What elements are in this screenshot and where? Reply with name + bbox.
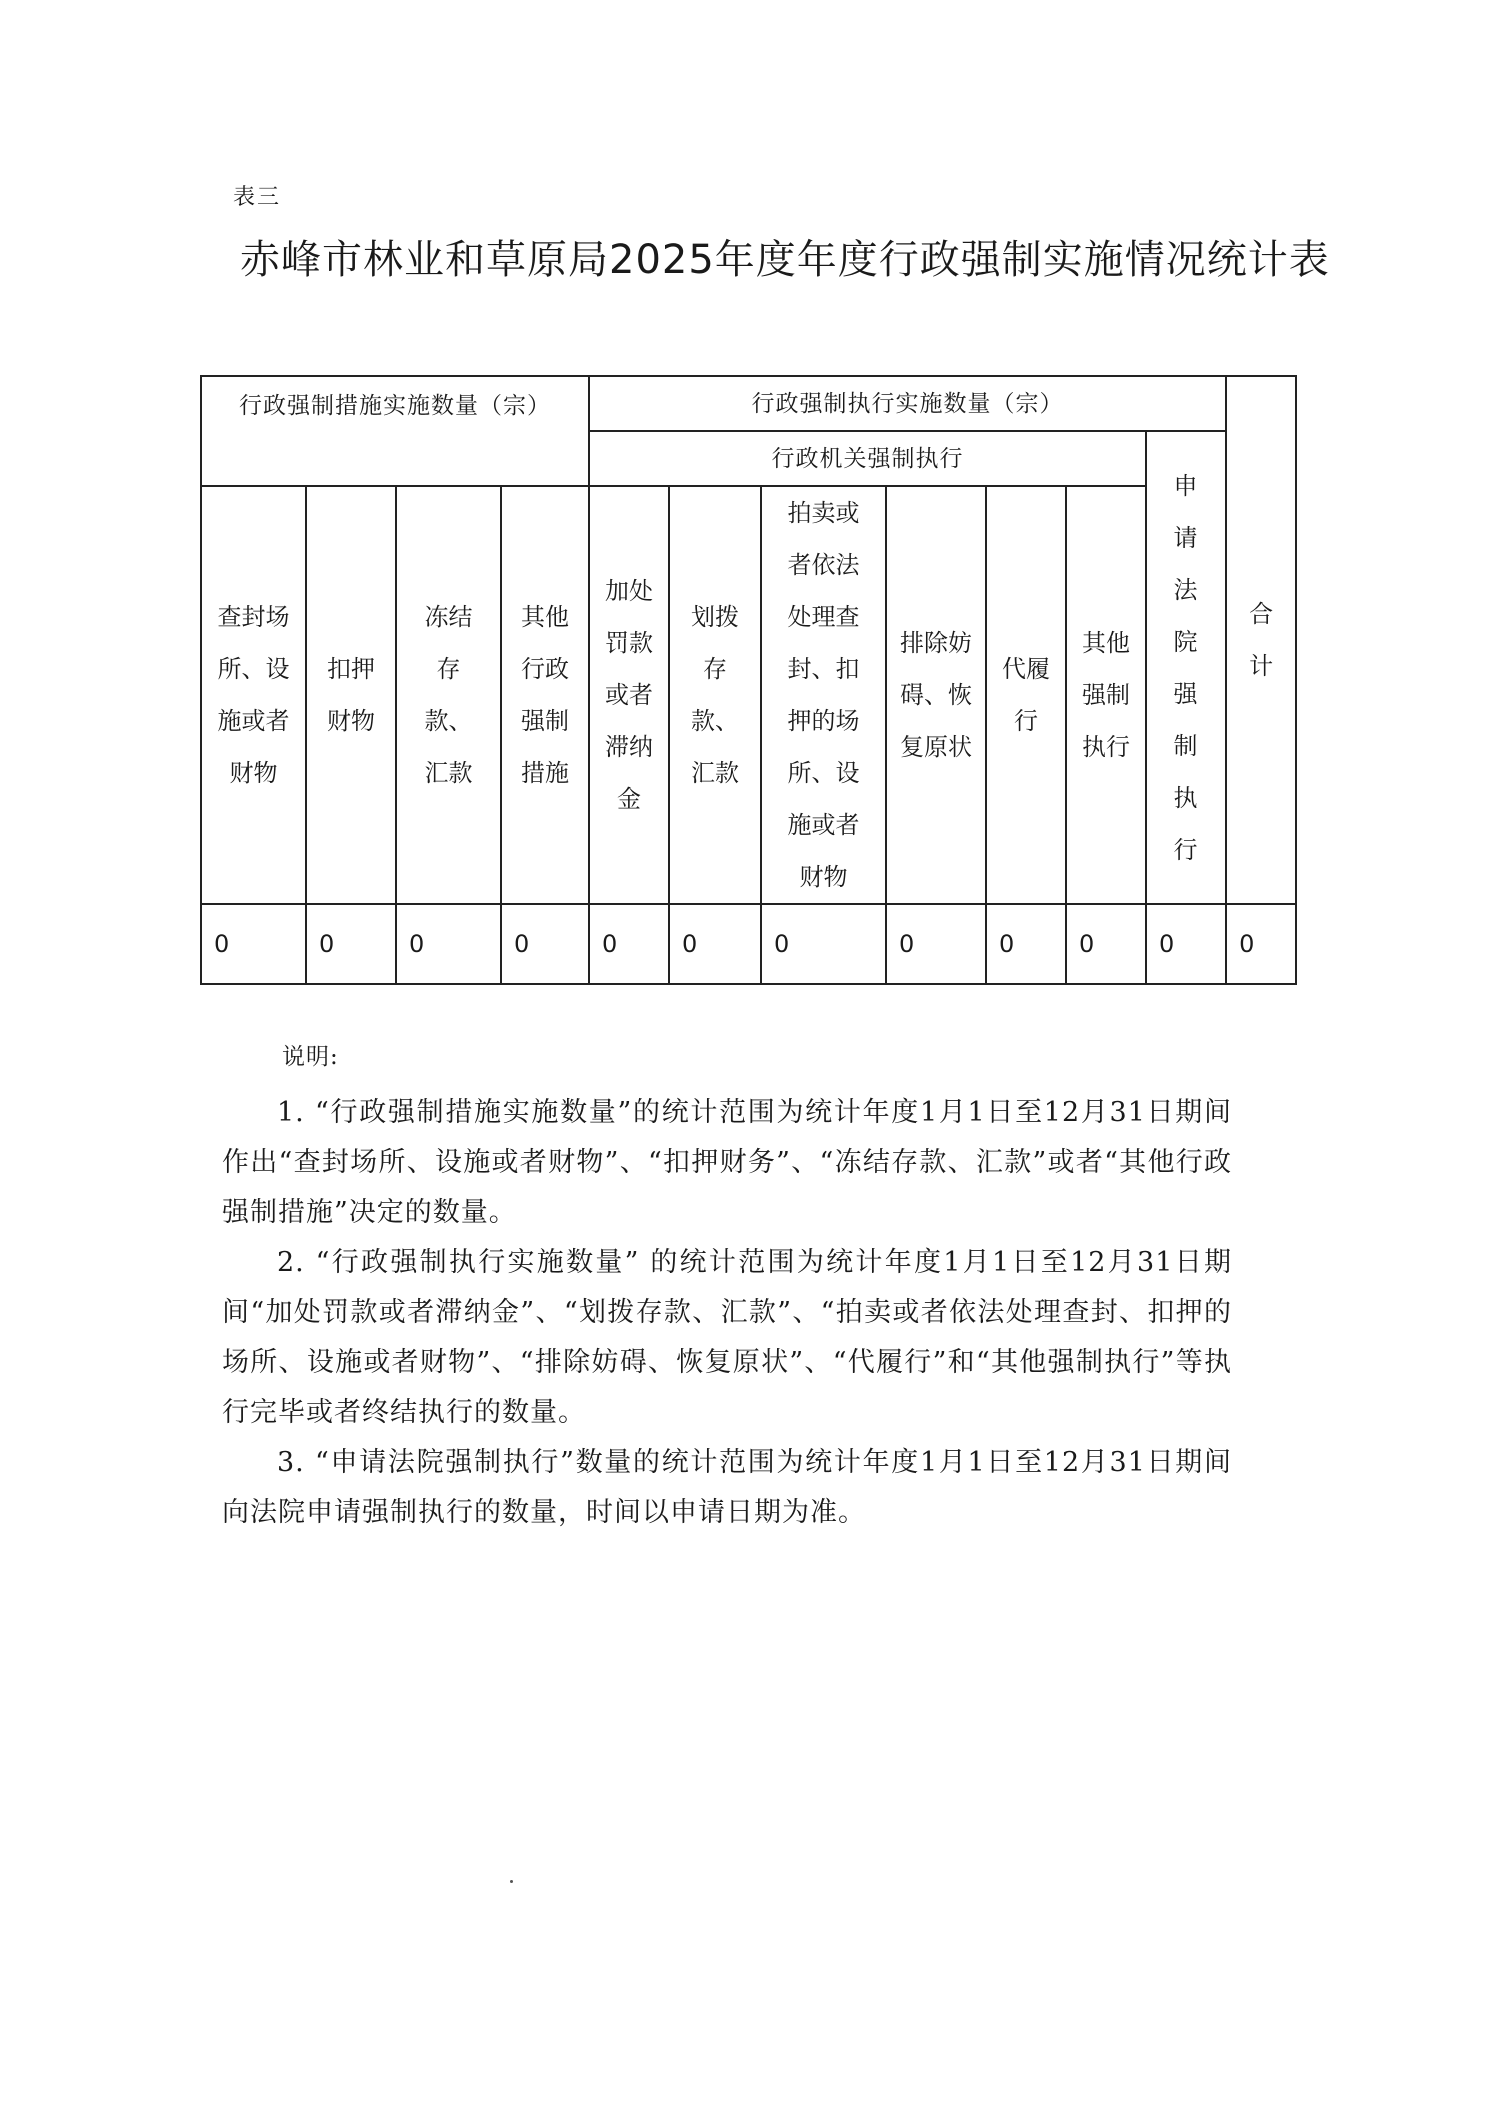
- table-number: 表三: [233, 185, 282, 210]
- col-header-seize: 扣押财物: [306, 486, 396, 904]
- table-cell: 0: [761, 904, 886, 984]
- group-header-execution: 行政强制执行实施数量（宗）: [589, 376, 1226, 431]
- table-cell: 0: [1226, 904, 1296, 984]
- statistics-table: [200, 375, 1297, 985]
- col-header-remove: 排除妨碍、恢复原状: [886, 486, 986, 904]
- note-item: 1. “行政强制措施实施数量”的统计范围为统计年度1月1日至12月31日期间作出“查封场所、设施或者财物”、“扣押财务”、“冻结存款、汇款”或者“其他行政强制措施”决定的数量。: [222, 1097, 1232, 1228]
- table-cell: 0: [1146, 904, 1226, 984]
- col-header-court: 申请法院强制执行: [1146, 431, 1226, 904]
- notes-section: [222, 1032, 1232, 1538]
- col-header-other-execution: 其他强制执行: [1066, 486, 1146, 904]
- table-cell: 0: [669, 904, 761, 984]
- note-item: 2. “行政强制执行实施数量” 的统计范围为统计年度1月1日至12月31日期间“加处罚款或者滞纳金”、“划拨存款、汇款”、“拍卖或者依法处理查封、扣押的场所、设施或者财物”、“排除妨碍、恢复原状”、“代履行”和“其他强制执行”等执行完毕或者终结执行的数量。: [222, 1247, 1232, 1428]
- group-header-measures: 行政强制措施实施数量（宗）: [201, 376, 589, 486]
- col-header-substitute: 代履行: [986, 486, 1066, 904]
- col-header-other-measures: 其他行政强制措施: [501, 486, 589, 904]
- page-title: 赤峰市林业和草原局2025年度年度行政强制实施情况统计表: [240, 237, 1330, 283]
- col-header-fine: 加处罚款或者滞纳金: [589, 486, 669, 904]
- col-header-total: 合计: [1226, 376, 1296, 904]
- col-header-freeze: 冻结存款、汇款: [396, 486, 501, 904]
- note-item: 3. “申请法院强制执行”数量的统计范围为统计年度1月1日至12月31日期间向法院申请强制执行的数量，时间以申请日期为准。: [222, 1447, 1232, 1528]
- scan-speck: [510, 1880, 513, 1883]
- table-cell: 0: [396, 904, 501, 984]
- col-header-transfer: 划拨存款、汇款: [669, 486, 761, 904]
- table-cell: 0: [886, 904, 986, 984]
- table-cell: 0: [589, 904, 669, 984]
- table-cell: 0: [201, 904, 306, 984]
- col-header-seal: 查封场所、设施或者财物: [201, 486, 306, 904]
- group-header-admin-execution: 行政机关强制执行: [589, 431, 1146, 486]
- notes-heading: 说明:: [282, 1044, 339, 1070]
- col-header-auction: 拍卖或者依法处理查封、扣押的场所、设施或者财物: [761, 486, 886, 904]
- table-cell: 0: [306, 904, 396, 984]
- table-cell: 0: [986, 904, 1066, 984]
- table-row: [201, 904, 1296, 984]
- table-cell: 0: [501, 904, 589, 984]
- table-cell: 0: [1066, 904, 1146, 984]
